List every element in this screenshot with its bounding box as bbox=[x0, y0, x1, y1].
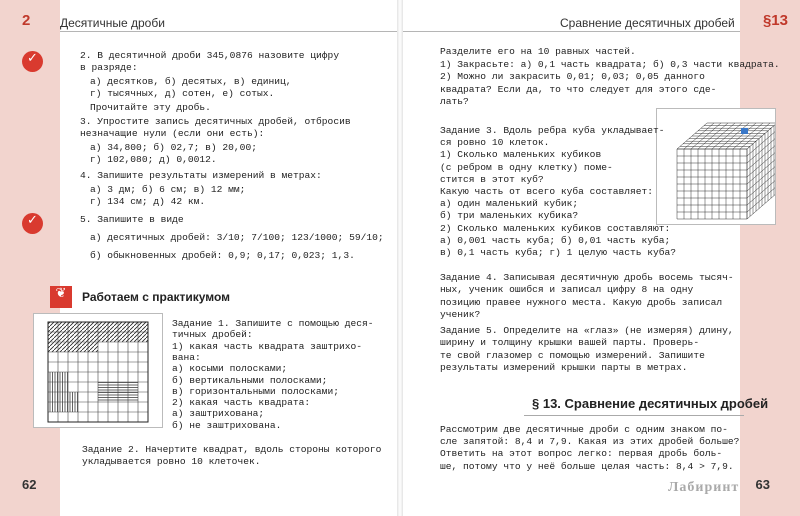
header-rule bbox=[400, 31, 740, 32]
left-margin bbox=[0, 0, 60, 516]
text-line: ученик? bbox=[440, 308, 481, 320]
text-line: квадрата? Если да, то что следует для этого сде- bbox=[440, 83, 717, 95]
page-number-left: 62 bbox=[22, 477, 37, 492]
text-line: в) горизонтальными полосками; bbox=[172, 385, 339, 397]
check-icon: ✓ bbox=[22, 51, 43, 72]
text-line: 2) Сколько маленьких кубиков составляют: bbox=[440, 222, 671, 234]
text-line: Задание 1. Запишите с помощью деся- bbox=[172, 318, 374, 329]
header-rule bbox=[60, 31, 400, 32]
exercise-line: Прочитайте эту дробь. bbox=[90, 102, 211, 113]
text-line: Какую часть от всего куба составляет: bbox=[440, 186, 654, 197]
text-line: Задание 4. Записывая десятичную дробь восемь тысяч- bbox=[440, 272, 734, 283]
section-rule bbox=[524, 415, 744, 416]
running-head-right: Сравнение десятичных дробей bbox=[560, 16, 735, 30]
text-line: вана: bbox=[172, 351, 201, 363]
text-line: Задание 5. Определите на «глаз» (не измеряя) длину, bbox=[440, 325, 734, 336]
check-icon: ✓ bbox=[22, 213, 43, 234]
practicum-heading: Работаем с практикумом bbox=[82, 290, 231, 304]
text-line: Задание 2. Начертите квадрат, вдоль стороны которого bbox=[82, 444, 382, 455]
text-line: Разделите его на 10 равных частей. bbox=[440, 46, 636, 57]
exercise-line: в разряде: bbox=[80, 62, 138, 73]
exercise-line: а) десятков, б) десятых, в) единиц, bbox=[90, 76, 292, 87]
exercise-line: б) обыкновенных дробей: 0,9; 0,17; 0,023; 1,3. bbox=[90, 250, 355, 261]
text-line: ся ровно 10 клеток. bbox=[440, 137, 550, 149]
hatched-square-image bbox=[34, 314, 162, 427]
section-title: § 13. Сравнение десятичных дробей bbox=[532, 396, 769, 411]
exercise-line: 3. Упростите запись десятичных дробей, отбросив bbox=[80, 116, 351, 127]
text-line: тичных дробей: bbox=[172, 329, 253, 341]
hatched-square-figure bbox=[33, 313, 163, 428]
text-line: ше, потому что у неё больше целая часть: 8,4 > 7,9. bbox=[440, 460, 734, 472]
exercise-line: 5. Запишите в виде bbox=[80, 214, 184, 225]
text-line: в) 0,1 часть куба; г) 1 целую часть куба? bbox=[440, 247, 677, 258]
page-number-right: 63 bbox=[755, 477, 770, 492]
book-spine bbox=[397, 0, 403, 516]
exercise-line: а) 34,800; б) 02,7; в) 20,00; bbox=[90, 142, 257, 153]
text-line: б) вертикальными полосками; bbox=[172, 374, 328, 386]
exercise-line: а) 3 дм; б) 6 см; в) 12 мм; bbox=[90, 184, 246, 195]
practicum-icon: ❦ bbox=[50, 286, 72, 308]
exercise-line: 2. В десятичной дроби 345,0876 назовите цифру bbox=[80, 50, 340, 61]
text-line: 2) Можно ли закрасить 0,01; 0,03; 0,05 данного bbox=[440, 71, 705, 83]
exercise-line: г) 134 см; д) 42 км. bbox=[90, 196, 206, 207]
text-line: б) три маленьких кубика? bbox=[440, 210, 579, 222]
text-line: 1) Закрасьте: а) 0,1 часть квадрата; б) 0,3 части квадрата. bbox=[440, 58, 780, 70]
right-page bbox=[400, 0, 800, 516]
text-line: а) заштрихована; bbox=[172, 408, 265, 420]
section-number: §13 bbox=[762, 12, 788, 29]
cube-image bbox=[657, 109, 775, 224]
text-line: ширину и толщину крышки вашей парты. Проверь- bbox=[440, 337, 700, 349]
text-line: Задание 3. Вдоль ребра куба укладывает- bbox=[440, 125, 665, 136]
text-line: Ответить на этот вопрос легко: первая дробь боль- bbox=[440, 448, 723, 460]
small-cube-highlight bbox=[741, 128, 748, 134]
right-margin bbox=[740, 0, 800, 516]
exercise-line: 4. Запишите результаты измерений в метрах: bbox=[80, 170, 322, 181]
exercise-line: а) десятичных дробей: 3/10; 7/100; 123/1000; 59/10; bbox=[90, 232, 384, 243]
text-line: а) косыми полосками; bbox=[172, 363, 288, 375]
text-line: а) 0,001 часть куба; б) 0,01 часть куба; bbox=[440, 234, 671, 246]
text-line: (с ребром в одну клетку) поме- bbox=[440, 161, 613, 173]
text-line: лать? bbox=[440, 96, 469, 108]
running-head-left: Десятичные дроби bbox=[60, 16, 165, 30]
text-line: сле запятой: 8,4 и 7,9. Какая из этих дробей больше? bbox=[440, 436, 740, 448]
text-line: 1) Сколько маленьких кубиков bbox=[440, 149, 602, 161]
text-line: позицию правее нужного места. Какую дробь записал bbox=[440, 296, 723, 308]
text-line: а) один маленький кубик; bbox=[440, 198, 579, 210]
text-line: б) не заштрихована. bbox=[172, 419, 282, 431]
text-line: укладывается ровно 10 клеточек. bbox=[82, 456, 261, 467]
cube-figure bbox=[656, 108, 776, 225]
chapter-number: 2 bbox=[22, 12, 31, 29]
text-line: 2) какая часть квадрата: bbox=[172, 397, 311, 409]
exercise-line: незначащие нули (если они есть): bbox=[80, 128, 265, 139]
labirint-watermark: Лабиринт bbox=[668, 480, 740, 495]
text-line: 1) какая часть квадрата заштрихо- bbox=[172, 340, 362, 352]
text-line: стится в этот куб? bbox=[440, 173, 544, 185]
text-line: те свой глазомер с помощью измерений. Запишите bbox=[440, 349, 705, 361]
text-line: ных, ученик ошибся и записал цифру 8 на одну bbox=[440, 284, 694, 296]
exercise-line: г) 102,080; д) 0,0012. bbox=[90, 154, 217, 165]
text-line: результаты измерений крышки парты в метрах. bbox=[440, 361, 688, 373]
exercise-line: г) тысячных, д) сотен, е) сотых. bbox=[90, 88, 275, 99]
text-line: Рассмотрим две десятичные дроби с одним знаком по- bbox=[440, 424, 728, 435]
